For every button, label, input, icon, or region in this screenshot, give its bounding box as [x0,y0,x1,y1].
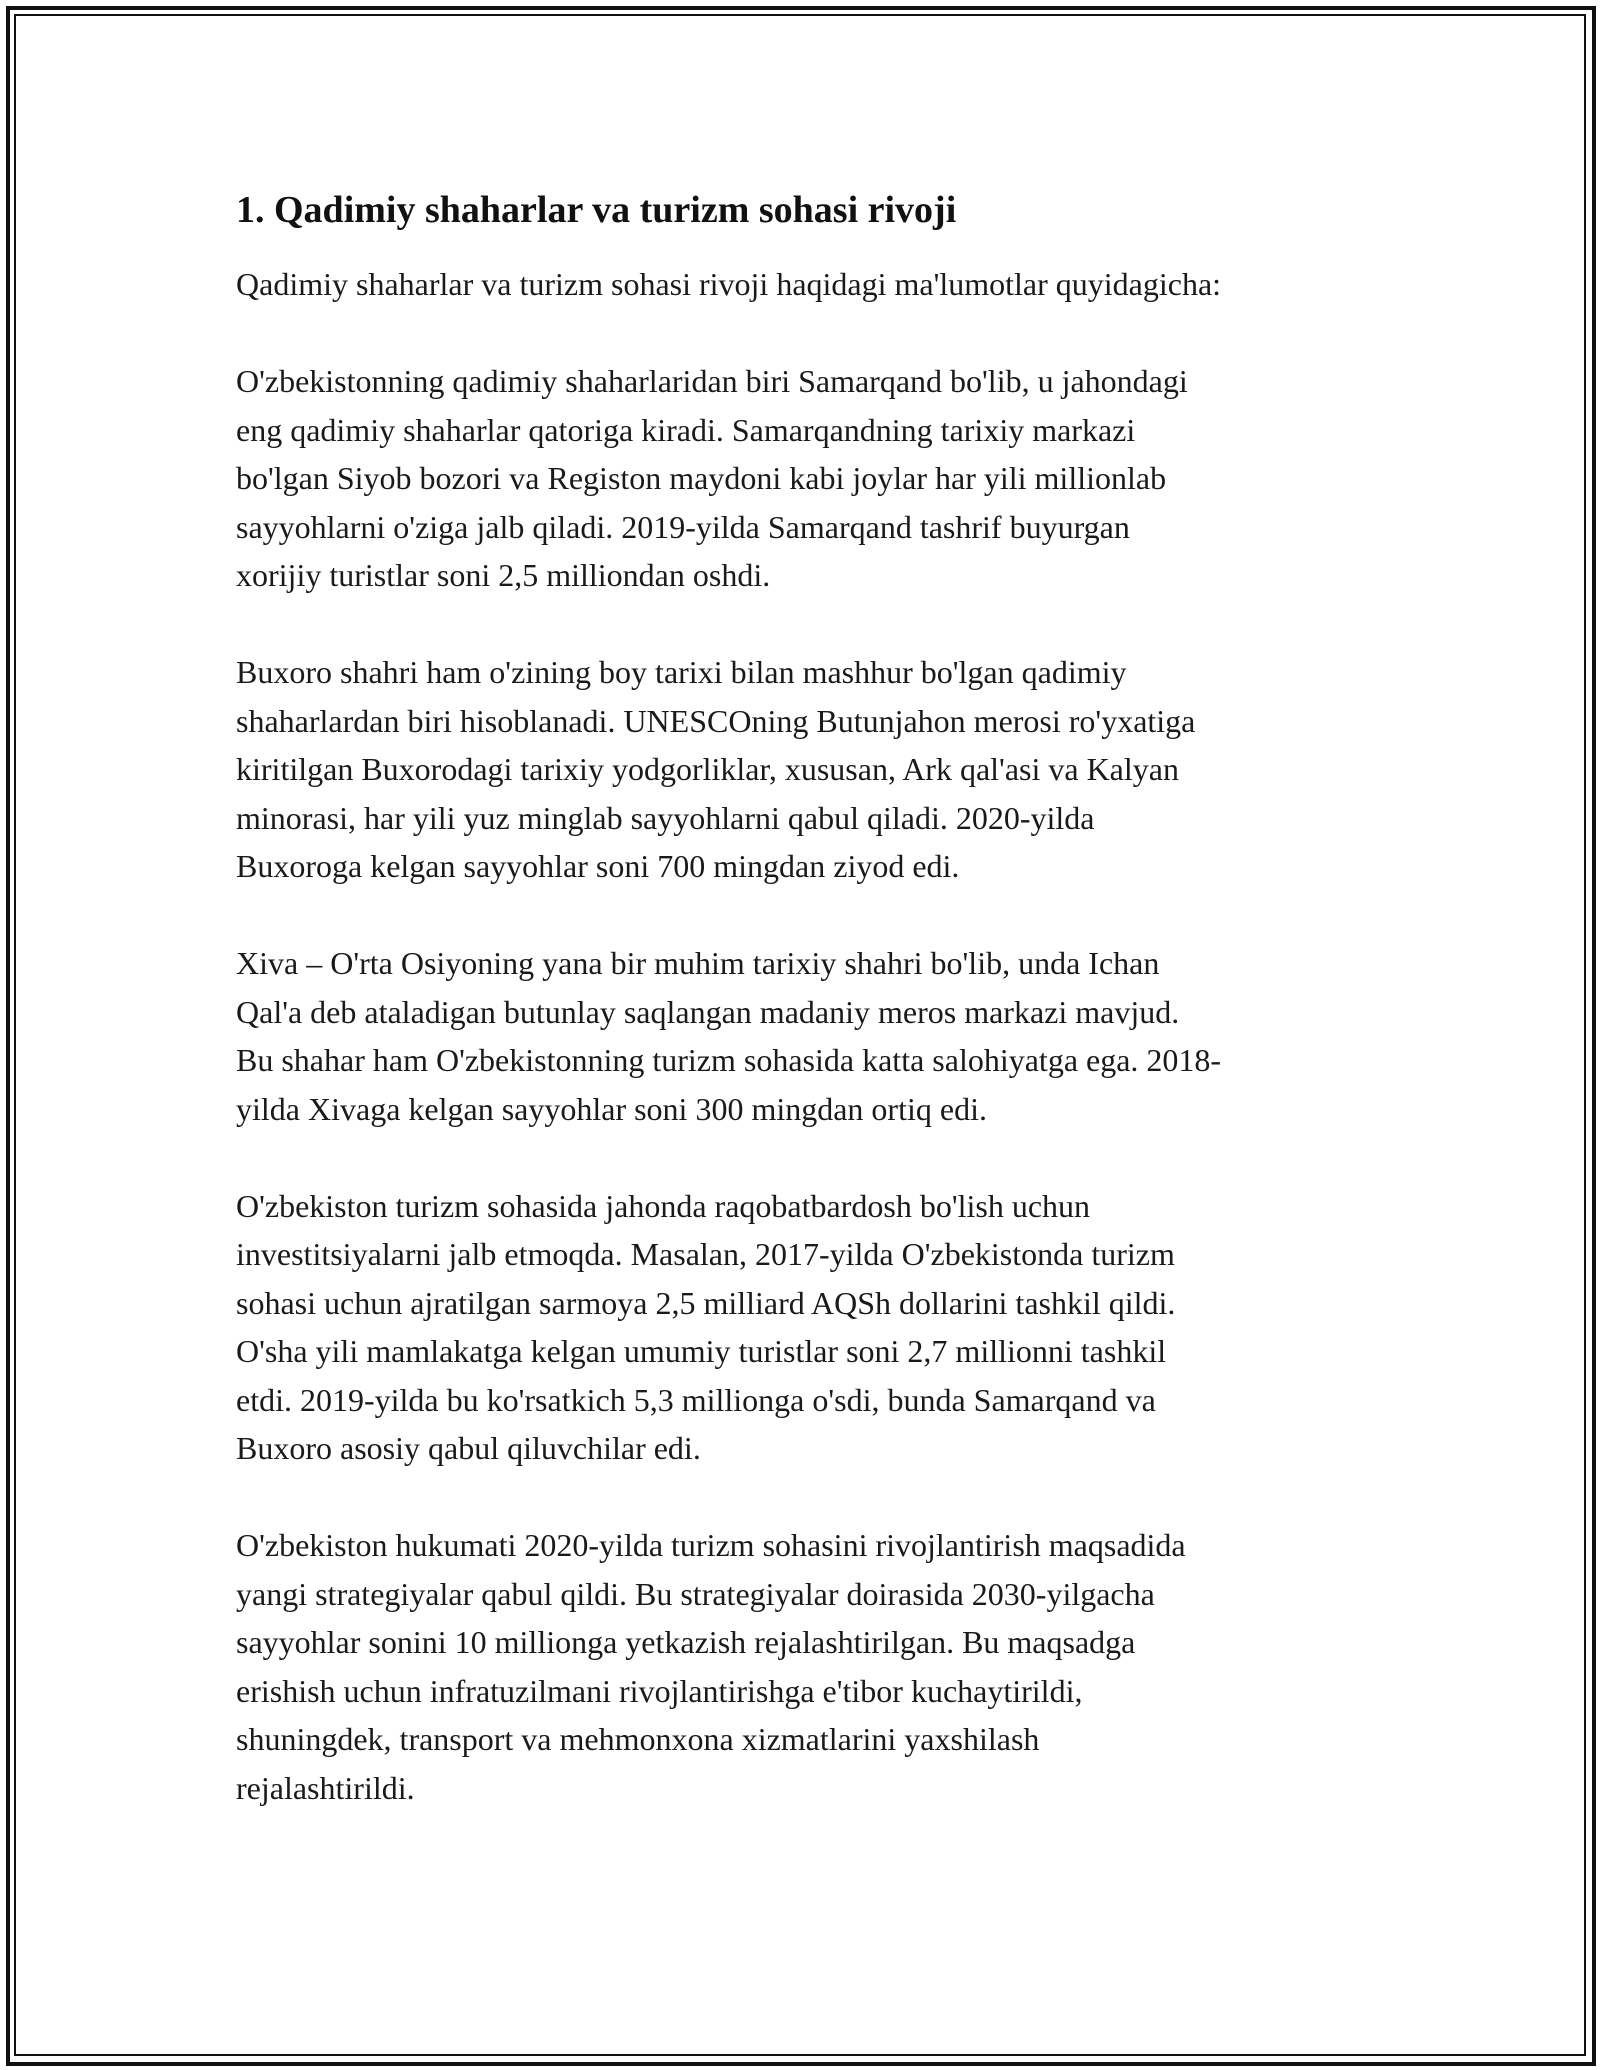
paragraph-line: shaharlardan biri hisoblanadi. UNESCOning Butunjahon merosi ro'yxatiga [236,702,1196,739]
body-paragraph [236,939,1376,1133]
paragraph-line: sayyohlarni o'ziga jalb qiladi. 2019-yilda Samarqand tashrif buyurgan [236,508,1130,545]
body-paragraph [236,648,1376,891]
paragraph-line: etdi. 2019-yilda bu ko'rsatkich 5,3 millionga o'sdi, bunda Samarqand va [236,1381,1156,1418]
paragraph-line: O'zbekiston hukumati 2020-yilda turizm sohasini rivojlantirish maqsadida [236,1527,1186,1563]
paragraph-line: shuningdek, transport va mehmonxona xizmatlarini yaxshilash [236,1721,1040,1757]
paragraph-line: sayyohlar sonini 10 millionga yetkazish rejalashtirilgan. Bu maqsadga [236,1624,1136,1660]
paragraph-line: O'sha yili mamlakatga kelgan umumiy turistlar soni 2,7 millionni tashkil [236,1333,1167,1369]
paragraph-line: rejalashtirildi. [236,1769,415,1806]
paragraph-line: Buxoro shahri ham o'zining boy tarixi bilan mashhur bo'lgan qadimiy [236,654,1127,690]
paragraph-line: sohasi uchun ajratilgan sarmoya 2,5 milliard AQSh dollarini tashkil qildi. [236,1284,1176,1321]
document-body [236,186,1376,1861]
paragraph-line: Buxoroga kelgan sayyohlar soni 700 mingdan ziyod edi. [236,848,960,884]
paragraph-line: bo'lgan Siyob bozori va Registon maydoni kabi joylar har yili millionlab [236,460,1167,496]
paragraph-line: minorasi, har yili yuz minglab sayyohlarni qabul qiladi. 2020-yilda [236,799,1095,836]
paragraph-line: Buxoro asosiy qabul qiluvchilar edi. [236,1430,701,1466]
body-paragraph [236,1182,1376,1473]
paragraph-line: investitsiyalarni jalb etmoqda. Masalan, 2017-yilda O'zbekistonda turizm [236,1236,1175,1272]
body-paragraph [236,357,1376,600]
paragraph-line: eng qadimiy shaharlar qatoriga kiradi. Samarqandning tarixiy markazi [236,411,1136,448]
paragraph-line: yilda Xivaga kelgan sayyohlar soni 300 mingdan ortiq edi. [236,1090,987,1127]
paragraph-list [236,357,1376,1812]
body-paragraph [236,1521,1376,1812]
paragraph-line: O'zbekistonning qadimiy shaharlaridan biri Samarqand bo'lib, u jahondagi [236,363,1188,399]
paragraph-line: Xiva – O'rta Osiyoning yana bir muhim tarixiy shahri bo'lib, unda Ichan [236,945,1160,981]
paragraph-line: erishish uchun infratuzilmani rivojlantirishga e'tibor kuchaytirildi, [236,1672,1083,1709]
paragraph-line: O'zbekiston turizm sohasida jahonda raqobatbardosh bo'lish uchun [236,1187,1091,1224]
paragraph-line: xorijiy turistlar soni 2,5 milliondan oshdi. [236,557,771,593]
intro-paragraph: Qadimiy shaharlar va turizm sohasi rivoji haqidagi ma'lumotlar quyidagicha: [236,266,1222,302]
paragraph-line: Bu shahar ham O'zbekistonning turizm sohasida katta salohiyatga ega. 2018- [236,1042,1222,1078]
paragraph-line: yangi strategiyalar qabul qildi. Bu strategiyalar doirasida 2030-yilgacha [236,1575,1155,1612]
paragraph-line: kiritilgan Buxorodagi tarixiy yodgorliklar, xususan, Ark qal'asi va Kalyan [236,751,1179,787]
section-heading: 1. Qadimiy shaharlar va turizm sohasi rivoji [236,189,957,231]
paragraph-line: Qal'a deb ataladigan butunlay saqlangan madaniy meros markazi mavjud. [236,993,1180,1030]
